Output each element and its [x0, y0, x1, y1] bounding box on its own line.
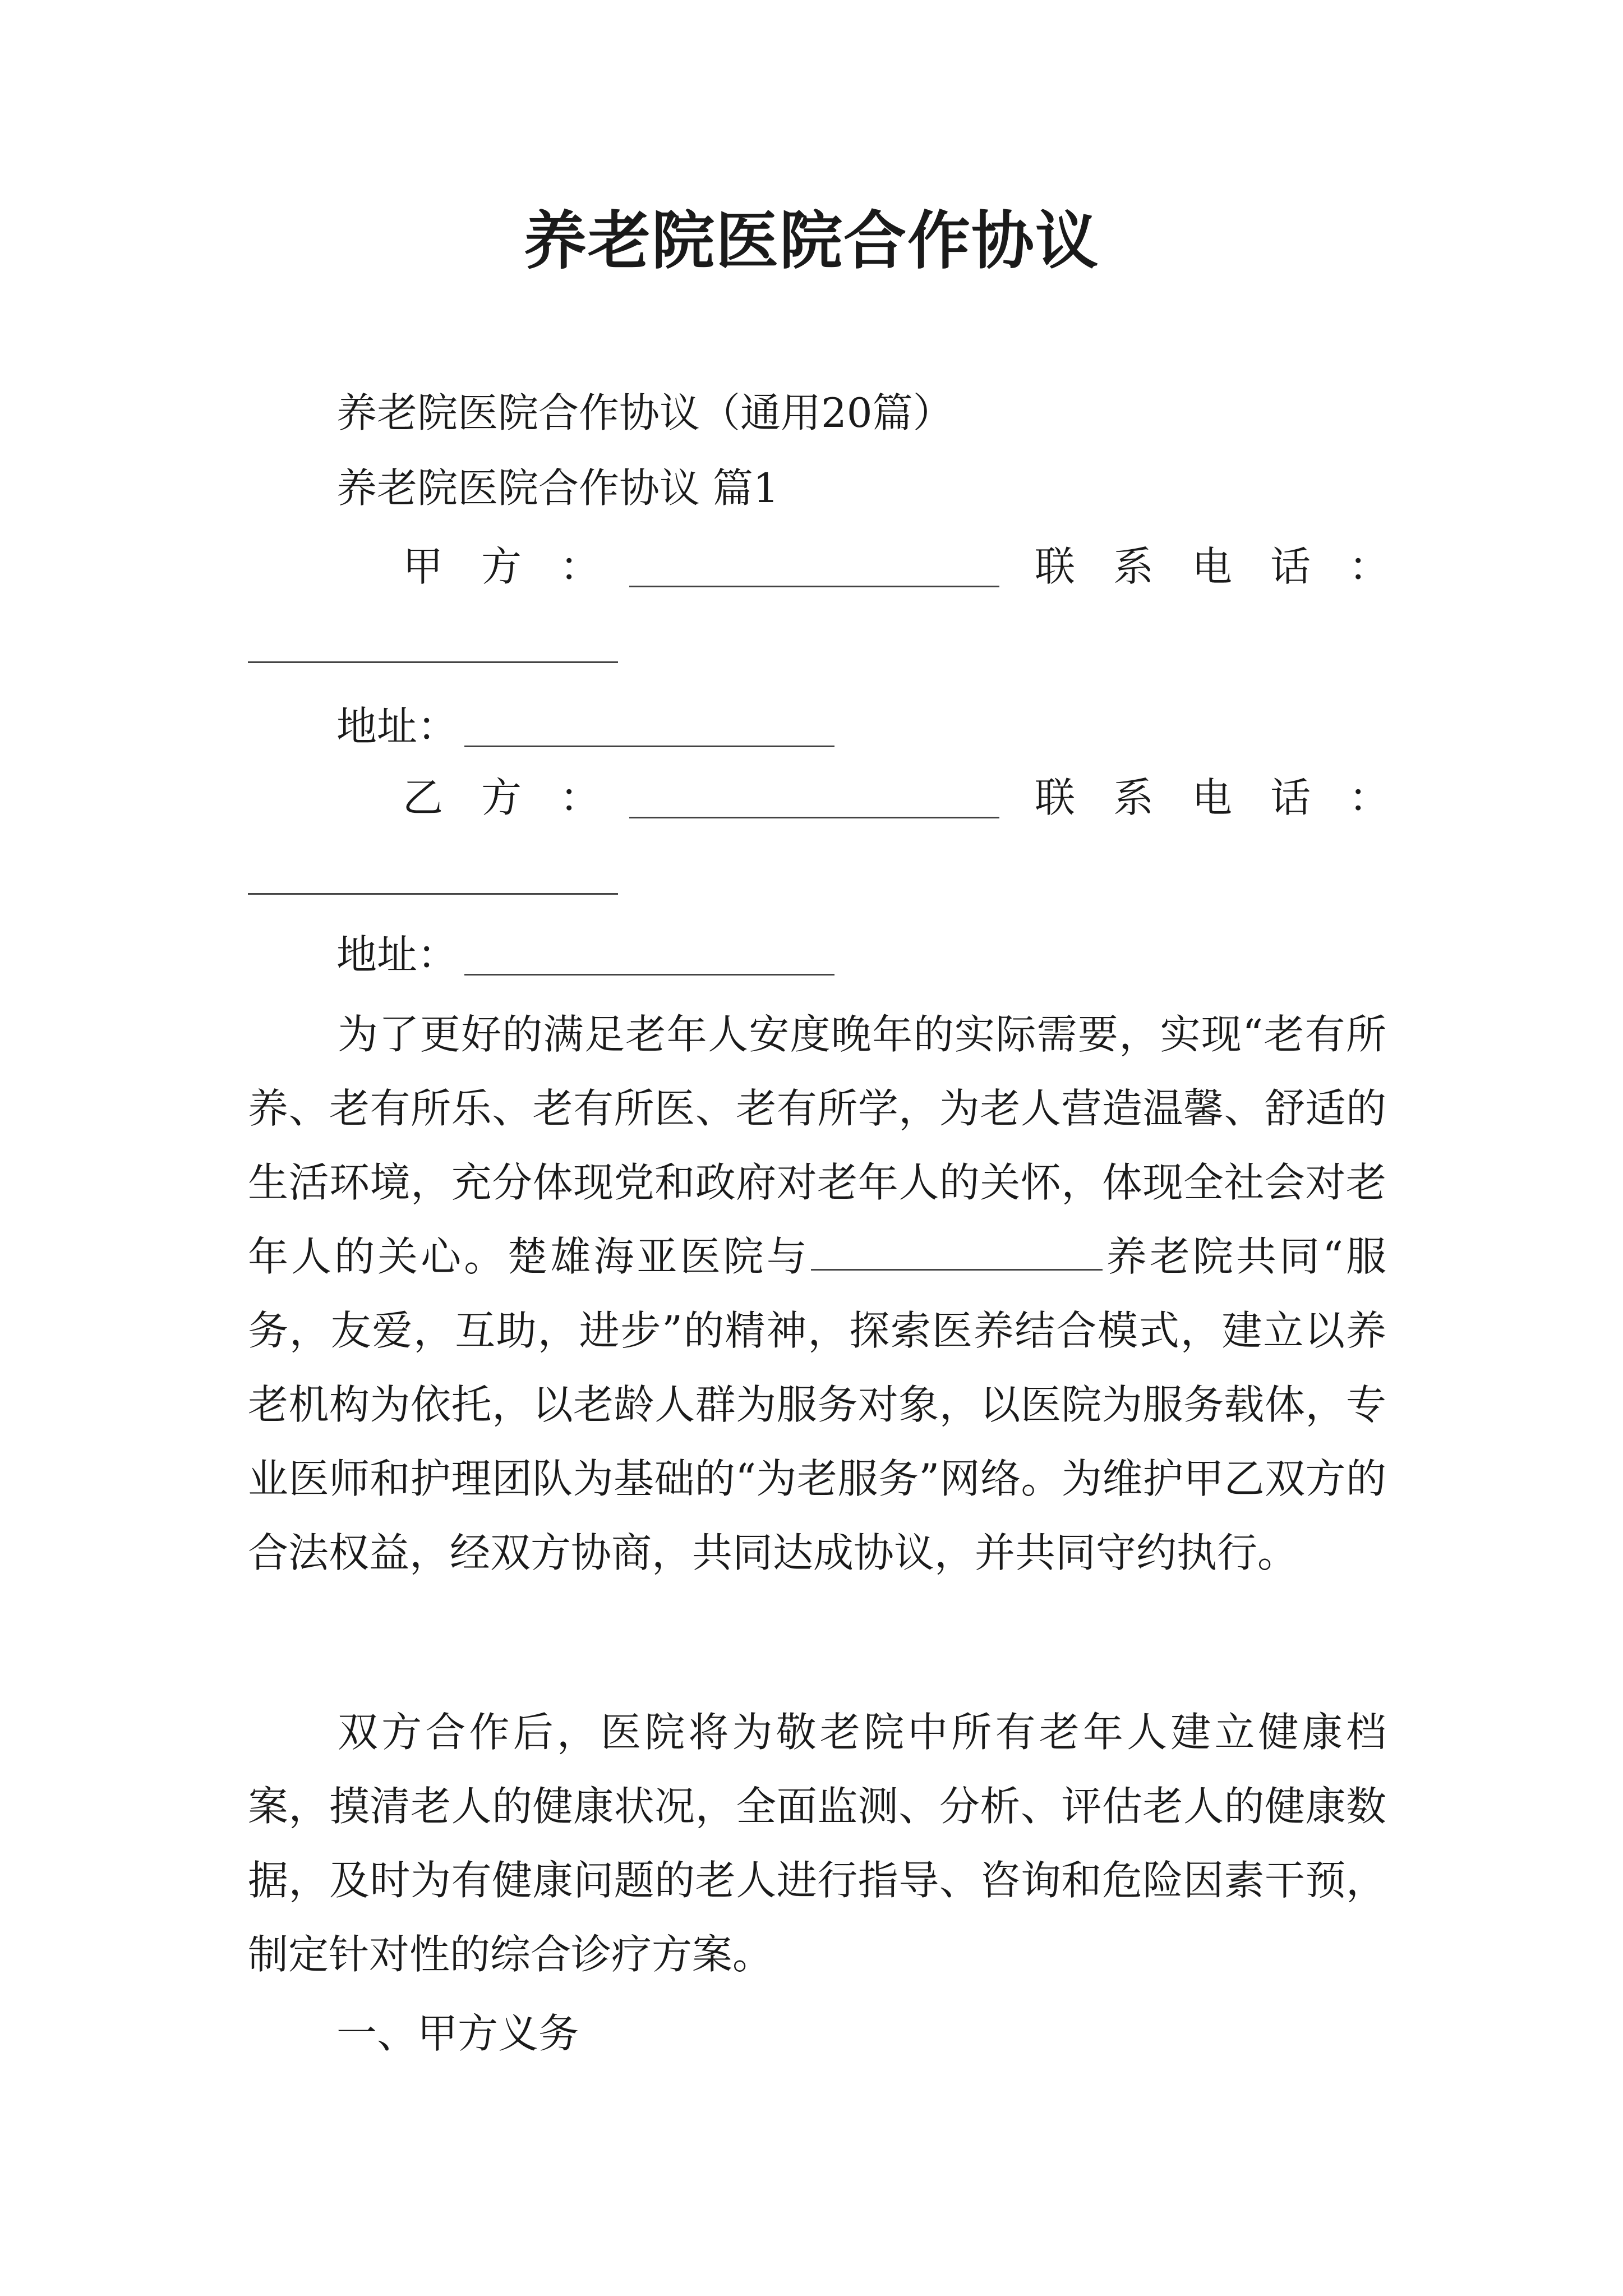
party-a-address-blank[interactable] — [464, 746, 834, 747]
paragraph-cooperation: 双方合作后，医院将为敬老院中所有老年人建立健康档案，摸清老人的健康状况，全面监测、分析、评估老人的健康数据，及时为有健康问题的老人进行指导、咨询和危险因素干预，制定针对性的综合诊疗方案。 — [248, 1709, 1386, 1978]
section-heading: 养老院医院合作协议 篇1 — [336, 464, 779, 512]
paragraph-intro-part2: 养老院共同“服务，友爱，互助，进步”的精神，探索医养结合模式，建立以养老机构为依托，以老龄人群为服务对象，以医院为服务载体，专业医师和护理团队为基础的“为老服务”网络。为维护甲乙双方的合法权益，经双方协商，共同达成协议，并共同守约执行。 — [248, 1233, 1386, 1576]
document-title: 养老院医院合作协议 — [524, 204, 1099, 278]
paragraph-intro — [248, 997, 1386, 1590]
party-b-phone-label: 联系电话： — [1035, 774, 1428, 821]
party-b-phone-blank[interactable] — [248, 893, 618, 895]
document-subtitle: 养老院医院合作协议（通用20篇） — [336, 389, 953, 436]
party-a-name-blank[interactable] — [629, 586, 999, 587]
party-a-phone-label: 联系电话： — [1035, 543, 1428, 590]
nursing-home-name-blank[interactable] — [811, 1268, 1103, 1271]
party-b-address-blank[interactable] — [464, 974, 834, 976]
party-a-label: 甲方： — [403, 543, 639, 590]
party-b-label: 乙方： — [403, 774, 639, 821]
party-b-name-blank[interactable] — [629, 817, 999, 818]
party-a-address-label: 地址： — [336, 703, 458, 750]
section-one-heading: 一、甲方义务 — [336, 2010, 579, 2057]
party-b-address-label: 地址： — [336, 931, 458, 978]
party-a-phone-blank[interactable] — [248, 661, 618, 663]
paragraph-intro-part1: 为了更好的满足老年人安度晚年的实际需要，实现“老有所养、老有所乐、老有所医、老有所学，为老人营造温馨、舒适的生活环境，充分体现党和政府对老年人的关怀，体现全社会对老年人的关心。楚雄海亚医院与 — [248, 1011, 1386, 1280]
